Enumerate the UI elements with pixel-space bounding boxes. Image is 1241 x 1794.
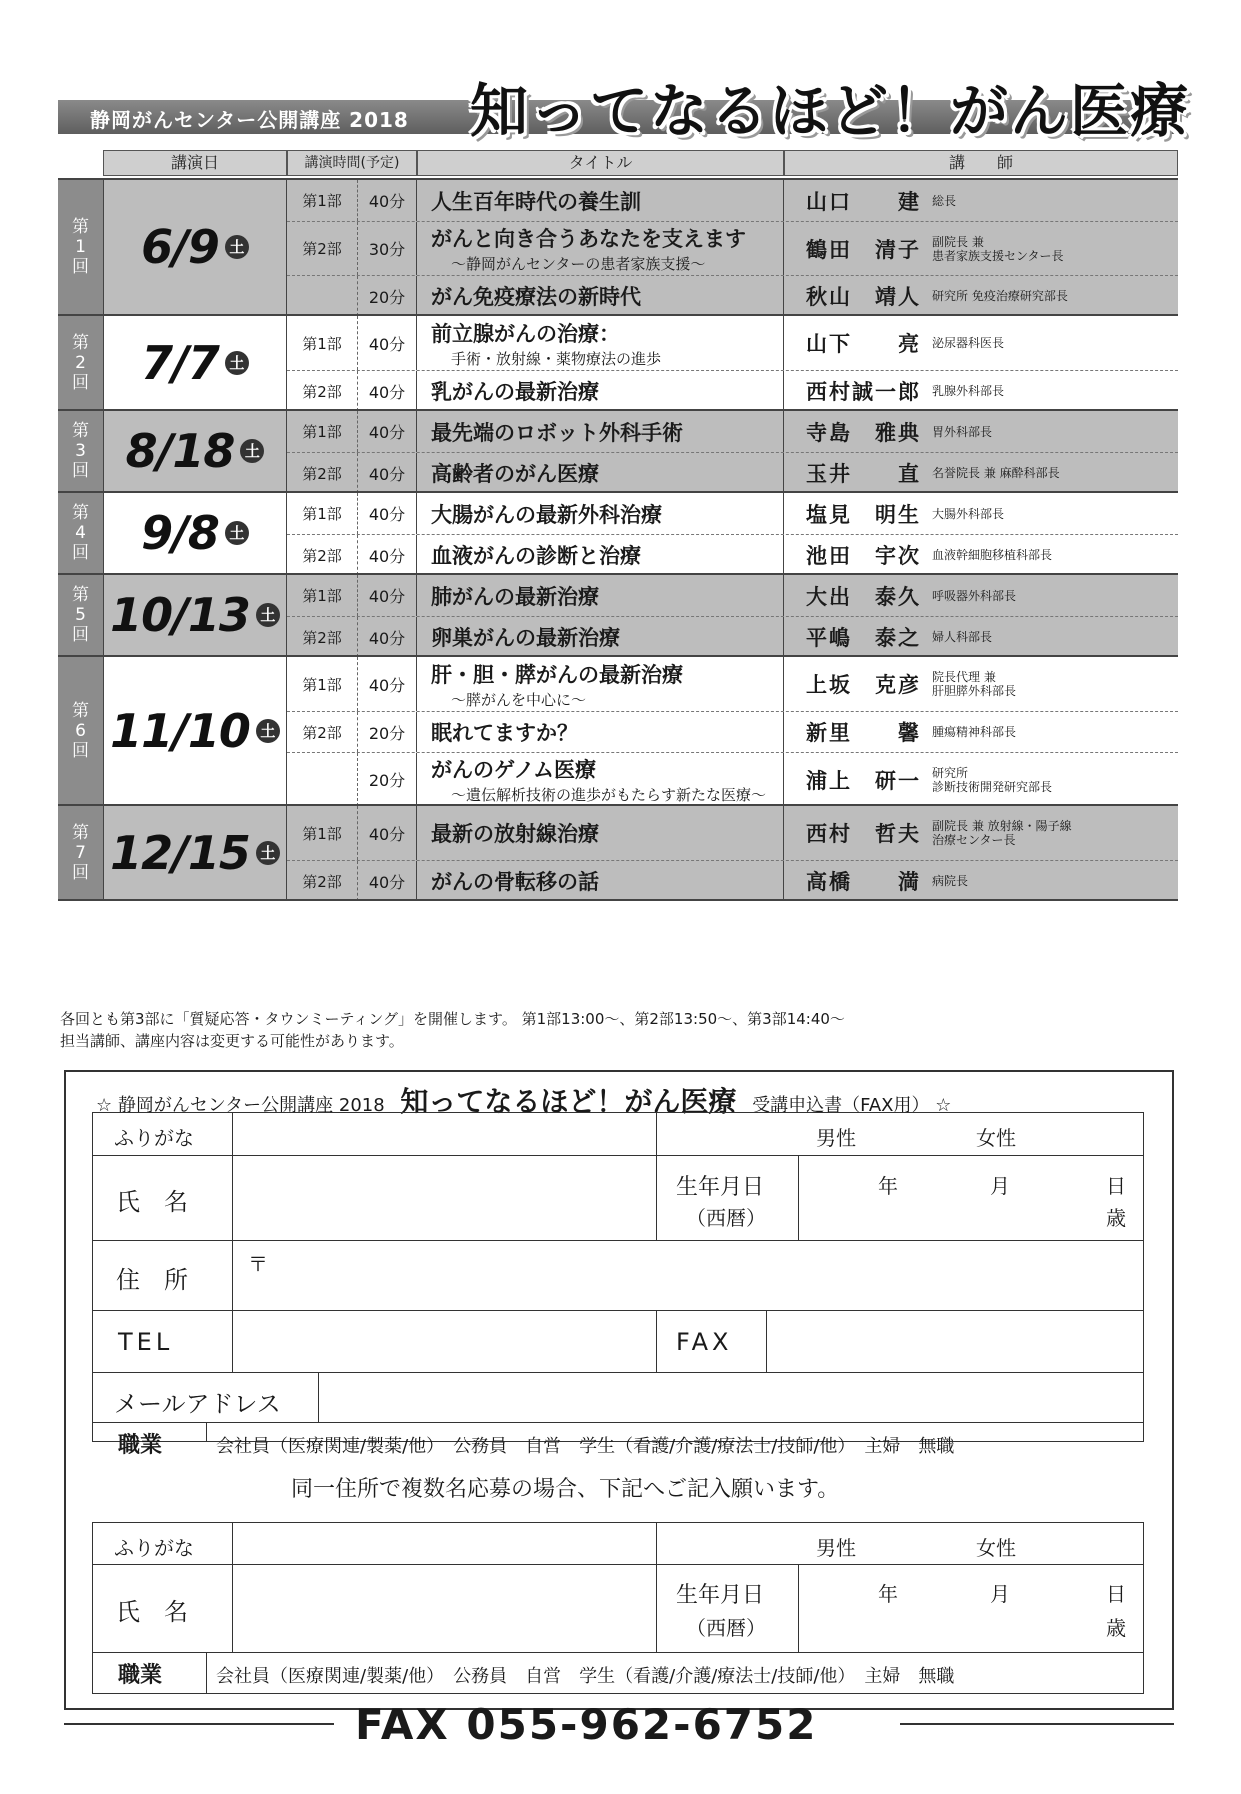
speaker-role-line: 副院長 兼	[932, 234, 984, 249]
round-char: 回	[72, 372, 89, 393]
tel-input[interactable]	[236, 1314, 654, 1370]
speaker-role-line: 血液幹細胞移植科部長	[932, 548, 1053, 562]
speaker-role-line: 呼吸器外科部長	[932, 588, 1017, 603]
divider	[92, 1155, 1144, 1156]
weekday-badge: 土	[225, 521, 249, 545]
speaker-cell	[784, 453, 1178, 493]
speaker-cell	[784, 753, 1178, 806]
session-minutes: 30分	[358, 222, 417, 275]
day-label: 日	[1106, 1174, 1126, 1198]
speaker-cell	[784, 617, 1178, 657]
divider	[92, 1422, 1144, 1423]
speaker-role-line: 名誉院長 兼 麻酔科部長	[932, 466, 1060, 480]
weekday-badge: 土	[225, 351, 249, 375]
round-char: 回	[72, 257, 89, 277]
round-char: 回	[72, 625, 89, 645]
speaker-name: 寺島 雅典	[806, 420, 921, 445]
weekday-badge: 土	[256, 603, 280, 627]
speaker-role-line: 婦人科部長	[932, 630, 993, 644]
round-char: 5	[75, 605, 86, 625]
divider	[92, 1310, 1144, 1311]
speaker-name: 玉井 直	[806, 462, 921, 486]
speaker-cell	[784, 222, 1178, 275]
speaker-role-line: 診断技術開発研究部長	[932, 779, 1053, 794]
session-title: 眠れてますか？	[431, 721, 578, 745]
session-row	[287, 806, 1178, 860]
month-label: 月	[990, 1174, 1010, 1198]
round-tab	[58, 316, 103, 409]
session-title-cell	[417, 753, 784, 806]
birth-label: 生年月日	[676, 1175, 765, 1200]
col-header-title: タイトル	[417, 150, 784, 176]
speaker-role-line: 乳腺外科部長	[932, 384, 1005, 398]
seireki-label-2: （西暦）	[686, 1616, 766, 1640]
round-tab	[58, 806, 103, 899]
session-row	[287, 180, 1178, 221]
header-title: 知ってなるほど！がん医療	[470, 77, 1191, 145]
lecture-block	[58, 178, 1178, 314]
occupation-options[interactable]: 会社員（医療関連/製薬/他） 公務員 自営 学生（看護/介護/療法士/技師/他） 主婦 無職	[216, 1436, 955, 1457]
session-part: 第1部	[287, 316, 358, 370]
session-title-cell	[417, 411, 784, 452]
round-char: 回	[72, 461, 89, 481]
name-label: 氏 名	[116, 1188, 188, 1216]
session-title: 乳がんの最新治療	[431, 380, 599, 404]
session-part	[287, 276, 358, 316]
speaker-role-line: 総長	[932, 193, 957, 208]
session-title: がん免疫療法の新時代	[431, 285, 641, 309]
session-part: 第1部	[287, 806, 358, 860]
session-minutes: 40分	[358, 180, 417, 221]
session-row	[287, 221, 1178, 275]
speaker-role	[920, 670, 1016, 698]
speaker-role	[920, 725, 1016, 739]
divider	[798, 1564, 799, 1652]
star-icon: ☆	[96, 1095, 113, 1116]
divider	[656, 1112, 657, 1240]
divider	[656, 1522, 657, 1652]
session-title-cell	[417, 806, 784, 860]
lecture-date: 11/10	[110, 703, 250, 758]
multi-applicant-note: 同一住所で複数名応募の場合、下記へご記入願います。	[291, 1477, 840, 1502]
speaker-role	[920, 289, 1068, 303]
lecture-date: 7/7	[141, 335, 219, 390]
weekday-badge: 土	[240, 439, 264, 463]
session-part: 第2部	[287, 222, 358, 275]
divider	[798, 1155, 799, 1240]
round-tab	[58, 180, 103, 314]
col-header-speaker: 講 師	[784, 150, 1178, 176]
round-tab	[58, 493, 103, 573]
session-title-cell	[417, 493, 784, 534]
address-label: 住 所	[116, 1266, 188, 1294]
round-char: 第	[72, 700, 89, 721]
session-title-cell	[417, 371, 784, 411]
speaker-role-line: 治療センター長	[932, 833, 1016, 847]
round-tab	[58, 411, 103, 491]
speaker-role-line: 病院長	[932, 874, 969, 888]
day-label-2: 日	[1106, 1582, 1126, 1606]
session-part: 第2部	[287, 712, 358, 752]
session-title-cell	[417, 180, 784, 221]
round-char: 回	[72, 543, 89, 563]
session-title: 前立腺がんの治療：	[431, 321, 620, 346]
divider	[766, 1310, 767, 1372]
session-minutes: 40分	[358, 617, 417, 657]
divider	[206, 1652, 207, 1694]
form-head-post: 受講申込書（FAX用）	[752, 1095, 930, 1116]
occupation-label: 職業	[118, 1433, 163, 1458]
session-part: 第2部	[287, 617, 358, 657]
speaker-role	[920, 874, 968, 888]
fax-input[interactable]	[770, 1314, 1140, 1370]
session-row	[287, 411, 1178, 452]
gender-female[interactable]: 女性	[976, 1126, 1016, 1150]
furigana-input-2[interactable]	[236, 1526, 654, 1562]
session-row	[287, 752, 1178, 806]
lecture-block	[58, 573, 1178, 655]
occupation-label-2: 職業	[118, 1663, 163, 1688]
lecture-block	[58, 314, 1178, 409]
session-title: 肺がんの最新治療	[431, 584, 599, 609]
form-head-pre: 静岡がんセンター公開講座 2018	[117, 1095, 385, 1116]
furigana-label-2: ふりがな	[114, 1536, 194, 1560]
divider	[232, 1112, 233, 1372]
star-icon: ☆	[935, 1095, 952, 1116]
round-char: 4	[75, 523, 86, 543]
divider	[92, 1372, 1144, 1373]
session-row	[287, 657, 1178, 711]
speaker-cell	[784, 276, 1178, 316]
session-minutes: 20分	[358, 276, 417, 316]
round-char: 第	[72, 217, 89, 237]
session-title-cell	[417, 453, 784, 493]
gender-female-2[interactable]: 女性	[976, 1536, 1016, 1560]
session-minutes: 40分	[358, 535, 417, 575]
round-char: 第	[72, 822, 89, 843]
speaker-cell	[784, 712, 1178, 752]
email-input[interactable]	[322, 1374, 1140, 1420]
session-minutes: 40分	[358, 411, 417, 452]
session-part: 第1部	[287, 411, 358, 452]
speaker-role-line: 副院長 兼 放射線・陽子線	[932, 819, 1072, 833]
session-title: 大腸がんの最新外科治療	[431, 502, 662, 527]
year-label: 年	[878, 1174, 898, 1198]
speaker-cell	[784, 371, 1178, 411]
name-input[interactable]	[236, 1158, 654, 1238]
session-part: 第1部	[287, 493, 358, 534]
session-row	[287, 452, 1178, 493]
tel-label: TEL	[118, 1328, 174, 1356]
date-cell	[103, 575, 287, 655]
speaker-cell	[784, 861, 1178, 901]
speaker-cell	[784, 493, 1178, 534]
session-title-cell	[417, 575, 784, 616]
round-char: 第	[72, 585, 89, 605]
date-cell	[103, 316, 287, 409]
session-title-cell	[417, 861, 784, 901]
speaker-name: 塩見 明生	[806, 502, 921, 527]
session-minutes: 40分	[358, 657, 417, 711]
session-title: 最新の放射線治療	[431, 822, 599, 846]
speaker-role	[920, 630, 992, 644]
session-minutes: 20分	[358, 712, 417, 752]
lecture-block	[58, 804, 1178, 899]
form-head-title: 知ってなるほど！がん医療	[400, 1085, 737, 1118]
date-cell	[103, 493, 287, 573]
speaker-role	[920, 384, 1004, 398]
weekday-badge: 土	[256, 841, 280, 865]
session-minutes: 40分	[358, 861, 417, 901]
session-minutes: 40分	[358, 371, 417, 411]
schedule-table	[58, 150, 1178, 1005]
speaker-role-line: 泌尿器科医長	[932, 336, 1005, 350]
table-bottom-rule	[58, 899, 1178, 901]
round-char: 第	[72, 503, 89, 523]
postal-mark: 〒	[248, 1252, 268, 1276]
gender-male-2[interactable]: 男性	[816, 1536, 856, 1560]
session-row	[287, 316, 1178, 370]
session-subtitle: 手術・放射線・薬物療法の進歩	[451, 349, 662, 368]
lecture-date: 12/15	[110, 825, 250, 880]
round-tab	[58, 575, 103, 655]
session-row	[287, 616, 1178, 657]
speaker-name: 池田 宇次	[806, 544, 921, 568]
session-part: 第1部	[287, 575, 358, 616]
speaker-role	[920, 466, 1060, 480]
session-part: 第1部	[287, 180, 358, 221]
speaker-cell	[784, 535, 1178, 575]
session-part	[287, 753, 358, 806]
application-form	[64, 1070, 1174, 1710]
session-title: 高齢者のがん医療	[431, 462, 599, 486]
session-title: 最先端のロボット外科手術	[431, 420, 683, 445]
month-label-2: 月	[990, 1582, 1010, 1606]
session-minutes: 20分	[358, 753, 417, 806]
session-minutes: 40分	[358, 453, 417, 493]
furigana-input[interactable]	[236, 1116, 654, 1154]
speaker-name: 新里 馨	[806, 721, 921, 745]
speaker-cell	[784, 806, 1178, 860]
session-part: 第2部	[287, 535, 358, 575]
session-row	[287, 860, 1178, 901]
speaker-role	[920, 336, 1004, 350]
speaker-cell	[784, 316, 1178, 370]
email-label: メールアドレス	[114, 1390, 281, 1418]
name-input-2[interactable]	[236, 1568, 654, 1650]
round-char: 回	[72, 862, 89, 883]
speaker-role	[920, 548, 1052, 562]
session-minutes: 40分	[358, 575, 417, 616]
speaker-role-line: 研究所	[932, 765, 969, 780]
speaker-name: 大出 泰久	[806, 584, 921, 609]
session-row	[287, 575, 1178, 616]
date-cell	[103, 657, 287, 804]
round-tab	[58, 657, 103, 804]
round-char: 3	[75, 441, 86, 461]
note-line-1: 各回とも第3部に「質疑応答・タウンミーティング」を開催します。 第1部13:00〜、第2部13:50〜、第3部14:40〜	[60, 1010, 845, 1028]
lecture-date: 6/9	[141, 220, 219, 274]
session-part: 第2部	[287, 861, 358, 901]
session-minutes: 40分	[358, 493, 417, 534]
speaker-name: 山下 亮	[806, 332, 921, 356]
divider	[92, 1240, 1144, 1241]
speaker-name: 浦上 研一	[806, 768, 921, 793]
session-title-cell	[417, 535, 784, 575]
session-minutes: 40分	[358, 316, 417, 370]
session-title-cell	[417, 222, 784, 275]
speaker-name: 秋山 靖人	[806, 285, 921, 309]
speaker-name: 上坂 克彦	[806, 673, 921, 697]
fax-number: FAX 055-962-6752	[355, 1700, 818, 1749]
speaker-cell	[784, 657, 1178, 711]
speaker-role	[920, 589, 1016, 603]
speaker-cell	[784, 575, 1178, 616]
round-char: 回	[72, 740, 89, 761]
speaker-role	[920, 425, 992, 439]
speaker-role	[920, 194, 956, 208]
session-row	[287, 534, 1178, 575]
occupation-options-2[interactable]: 会社員（医療関連/製薬/他） 公務員 自営 学生（看護/介護/療法士/技師/他） 主婦 無職	[216, 1666, 955, 1687]
age-label: 歳	[1106, 1206, 1126, 1230]
col-header-date: 講演日	[103, 150, 287, 176]
lecture-block	[58, 655, 1178, 804]
session-title-cell	[417, 617, 784, 657]
header-subtitle: 静岡がんセンター公開講座 2018	[90, 108, 409, 132]
speaker-name: 高橋 満	[806, 870, 921, 894]
session-subtitle: 〜膵がんを中心に〜	[451, 690, 587, 709]
lecture-date: 9/8	[141, 506, 219, 560]
session-row	[287, 370, 1178, 411]
speaker-role-line: 患者家族支援センター長	[932, 248, 1064, 263]
speaker-role	[920, 819, 1072, 847]
divider	[92, 1564, 1144, 1565]
session-title: 血液がんの診断と治療	[431, 544, 641, 568]
fax-rule-left	[64, 1723, 334, 1725]
speaker-name: 西村 哲夫	[806, 822, 921, 846]
session-title-cell	[417, 657, 784, 711]
speaker-cell	[784, 180, 1178, 221]
session-row	[287, 275, 1178, 316]
speaker-role-line: 肝胆膵外科部長	[932, 684, 1017, 698]
divider	[656, 1310, 657, 1372]
speaker-role-line: 研究所 免疫治療研究部長	[932, 289, 1068, 303]
session-title-cell	[417, 712, 784, 752]
note-line-2: 担当講師、講座内容は変更する可能性があります。	[60, 1032, 404, 1050]
birth-label-2: 生年月日	[676, 1583, 765, 1608]
speaker-role-line: 腫瘍精神科部長	[932, 725, 1017, 739]
session-minutes: 40分	[358, 806, 417, 860]
divider	[318, 1372, 319, 1422]
date-cell	[103, 180, 287, 314]
divider	[206, 1422, 207, 1442]
lecture-block	[58, 491, 1178, 573]
session-subtitle: 〜静岡がんセンターの患者家族支援〜	[451, 255, 706, 273]
furigana-label: ふりがな	[114, 1126, 194, 1150]
speaker-role-line: 大腸外科部長	[932, 506, 1005, 521]
divider	[232, 1522, 233, 1652]
divider	[92, 1652, 1144, 1653]
session-title: がんの骨転移の話	[431, 870, 599, 894]
year-label-2: 年	[878, 1582, 898, 1606]
lecture-date: 8/18	[125, 424, 235, 478]
session-row	[287, 493, 1178, 534]
round-char: 6	[75, 720, 86, 741]
weekday-badge: 土	[256, 719, 280, 743]
speaker-cell	[784, 411, 1178, 452]
seireki-label: （西暦）	[686, 1206, 766, 1230]
lecture-date: 10/13	[110, 588, 250, 642]
speaker-role-line: 胃外科部長	[932, 424, 993, 439]
speaker-name: 西村誠一郎	[806, 380, 921, 404]
round-char: 2	[75, 352, 86, 373]
weekday-badge: 土	[225, 235, 249, 259]
round-char: 第	[72, 421, 89, 441]
speaker-role-line: 院長代理 兼	[932, 670, 996, 684]
session-part: 第2部	[287, 371, 358, 411]
session-subtitle: 〜遺伝解析技術の進歩がもたらす新たな医療〜	[451, 786, 767, 804]
speaker-name: 平嶋 泰之	[806, 626, 921, 650]
fax-label: FAX	[676, 1328, 733, 1356]
gender-male[interactable]: 男性	[816, 1126, 856, 1150]
session-title-cell	[417, 316, 784, 370]
round-char: 第	[72, 332, 89, 353]
age-label-2: 歳	[1106, 1616, 1126, 1640]
round-char: 7	[75, 842, 86, 863]
session-title: 卵巣がんの最新治療	[431, 626, 620, 650]
lecture-block	[58, 409, 1178, 491]
session-title: がんと向き合うあなたを支えます	[431, 227, 746, 251]
session-title-cell	[417, 276, 784, 316]
name-label-2: 氏 名	[116, 1598, 188, 1626]
session-row	[287, 711, 1178, 752]
date-cell	[103, 806, 287, 899]
session-title: 人生百年時代の養生訓	[431, 189, 641, 214]
speaker-role	[920, 235, 1064, 263]
session-title: がんのゲノム医療	[431, 758, 597, 782]
speaker-role	[920, 766, 1052, 794]
address-input[interactable]	[236, 1244, 1136, 1308]
speaker-name: 鶴田 清子	[806, 237, 921, 262]
speaker-name: 山口 建	[806, 189, 921, 214]
round-char: 1	[75, 237, 86, 257]
date-cell	[103, 411, 287, 491]
session-part: 第2部	[287, 453, 358, 493]
session-part: 第1部	[287, 657, 358, 711]
col-header-time: 講演時間(予定)	[287, 150, 417, 176]
speaker-role	[920, 507, 1004, 521]
fax-rule-right	[900, 1723, 1174, 1725]
session-title: 肝・胆・膵がんの最新治療	[431, 662, 683, 687]
